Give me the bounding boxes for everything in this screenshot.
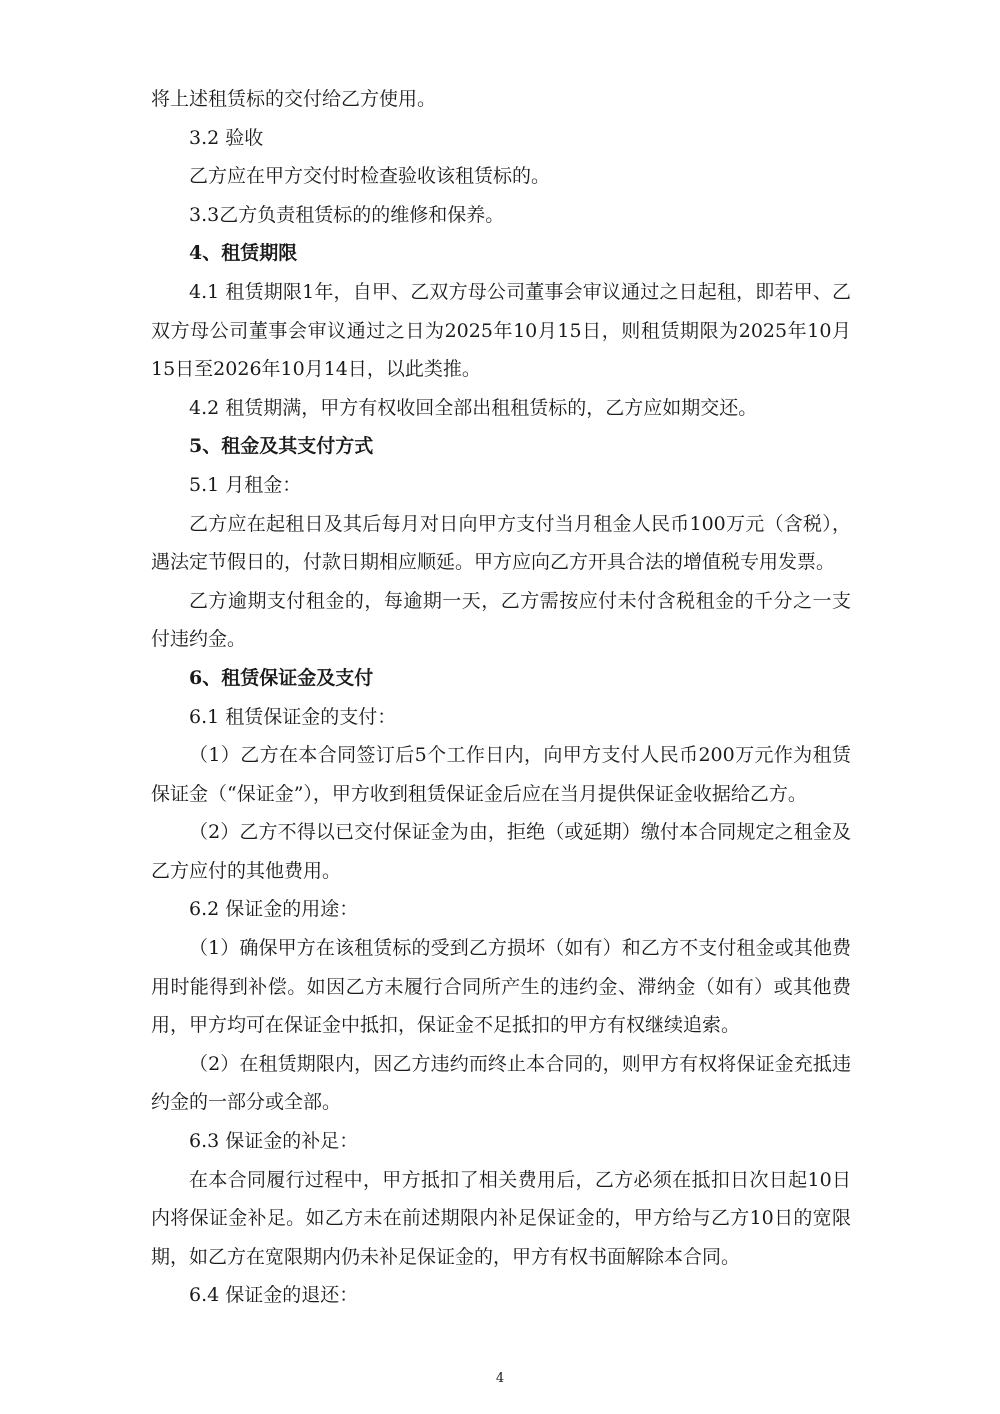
clause-6-3-heading: 6.3 保证金的补足： (189, 1130, 359, 1153)
paragraph-6-3: 在本合同履行过程中，甲方抵扣了相关费用后，乙方必须在抵扣日次日起10日内将保证金补足。如乙方未在前述期限内补足保证金的，甲方给与乙方10日的宽限期，如乙方在宽限期内仍未补足保证金的，甲方有权书面解除本合同。 (151, 1168, 851, 1268)
paragraph-5-1-late-fee: 乙方逾期支付租金的，每逾期一天，乙方需按应付未付含税租金的千分之一支付违约金。 (151, 589, 851, 651)
paragraph-3-2: 乙方应在甲方交付时检查验收该租赁标的。 (189, 165, 551, 188)
section-5-heading: 5、租金及其支付方式 (189, 435, 374, 458)
section-6-heading: 6、租赁保证金及支付 (189, 666, 374, 689)
clause-6-2-heading: 6.2 保证金的用途： (189, 898, 359, 921)
clause-6-1-item-1: （1）乙方在本合同签订后5个工作日内，向甲方支付人民币200万元作为租赁保证金（“保证金”），甲方收到租赁保证金后应在当月提供保证金收据给乙方。 (151, 744, 851, 805)
section-4-heading: 4、租赁期限 (189, 242, 298, 265)
document-body (151, 80, 851, 1315)
clause-6-4-heading: 6.4 保证金的退还： (189, 1284, 359, 1307)
clause-6-1-heading: 6.1 租赁保证金的支付： (189, 705, 397, 728)
clause-3-2-heading: 3.2 验收 (189, 126, 264, 149)
clause-4-2: 4.2 租赁期满，甲方有权收回全部出租租赁标的，乙方应如期交还。 (189, 396, 758, 419)
clause-5-1-heading: 5.1 月租金： (189, 473, 302, 496)
paragraph-5-1-rent: 乙方应在起租日及其后每月对日向甲方支付当月租金人民币100万元（含税），遇法定节假日的，付款日期相应顺延。甲方应向乙方开具合法的增值税专用发票。 (151, 512, 851, 574)
paragraph-1: 将上述租赁标的交付给乙方使用。 (151, 88, 437, 110)
clause-4-1: 4.1 租赁期限1年，自甲、乙双方母公司董事会审议通过之日起租，即若甲、乙双方母公司董事会审议通过之日为2025年10月15日，则租赁期限为2025年10月15日至2026年10月14日，以此类推。 (151, 280, 851, 381)
clause-6-2-item-2: （2）在租赁期限内，因乙方违约而终止本合同的，则甲方有权将保证金充抵违约金的一部分或全部。 (151, 1052, 851, 1114)
page-number: 4 (495, 1371, 505, 1386)
clause-6-2-item-1: （1）确保甲方在该租赁标的受到乙方损坏（如有）和乙方不支付租金或其他费用时能得到补偿。如因乙方未履行合同所产生的违约金、滞纳金（如有）或其他费用，甲方均可在保证金中抵扣，保证金不足抵扣的甲方有权继续追索。 (151, 937, 851, 1037)
clause-6-1-item-2: （2）乙方不得以已交付保证金为由，拒绝（或延期）缴付本合同规定之租金及乙方应付的其他费用。 (151, 821, 851, 882)
clause-3-3: 3.3乙方负责租赁标的的维修和保养。 (189, 203, 505, 226)
